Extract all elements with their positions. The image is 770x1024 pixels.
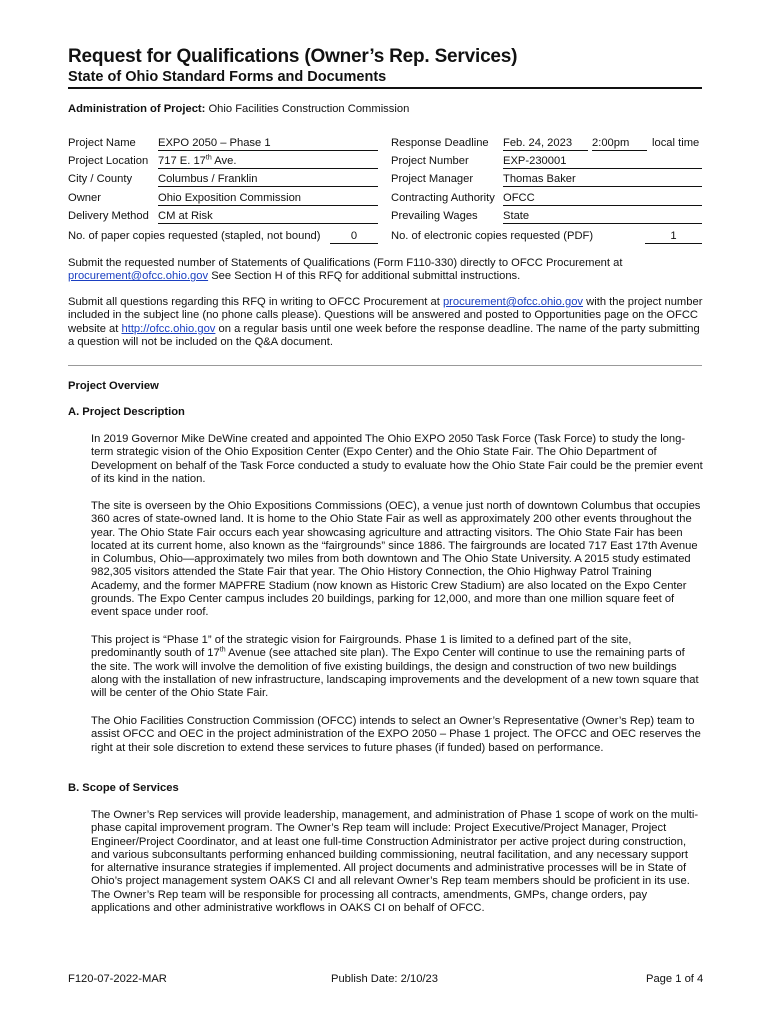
submission-paragraph: Submit the requested number of Statements of Qualifications (Form F110-330) directly to OFCC Procurement at procurement@ofcc.ohio.gov See Section H of this RFQ for additional submittal instructions. — [68, 257, 623, 283]
document-subtitle: State of Ohio Standard Forms and Documents — [68, 69, 387, 85]
electronic-copies-field: 1 — [645, 229, 702, 244]
project-location-label: Project Location — [68, 155, 149, 167]
contracting-authority-field: OFCC — [503, 191, 702, 206]
page-number: Page 1 of 4 — [646, 973, 704, 985]
delivery-method-label: Delivery Method — [68, 210, 149, 222]
project-description-p1: In 2019 Governor Mike DeWine created and appointed The Ohio EXPO 2050 Task Force (Task Force) to study the long-term strategic vision of the Ohio Exposition Center (Expo Center) and the Ohio State Fair. The Ohio Department of Development on behalf of the Task Force conducted a study to evaluate how the Ohio State Fair could be the premier event of its kind in the nation. — [91, 433, 703, 485]
local-time-label: local time — [652, 137, 700, 149]
project-description-p4: The Ohio Facilities Construction Commission (OFCC) intends to select an Owner’s Representative (Owner’s Rep) team to assist OFCC and OEC in the project administration of the EXPO 2050 – Phase 1 project. The OFCC and OEC reserves the right at their sole discretion to extend these services to future phases (if funded) based on performance. — [91, 715, 701, 754]
paper-copies-label: No. of paper copies requested (stapled, not bound) — [68, 230, 321, 242]
project-number-field: EXP-230001 — [503, 154, 702, 169]
electronic-copies-label: No. of electronic copies requested (PDF) — [391, 230, 594, 242]
prevailing-wages-label: Prevailing Wages — [391, 210, 478, 222]
project-name-label: Project Name — [68, 137, 136, 149]
scope-of-services-heading: B. Scope of Services — [68, 782, 179, 794]
administration-label: Administration of Project: — [68, 103, 206, 115]
questions-paragraph: Submit all questions regarding this RFQ in writing to OFCC Procurement at procurement@ofcc.ohio.gov with the project number included in the subject line (no phone calls please). Questions will be answered and posted to Opportunities page on the OFCC website at http://ofcc.ohio.gov on a regular basis until one week before the response deadline. The name of the party submitting a question will not be included on the Q&A document. — [68, 296, 703, 348]
section-divider — [68, 365, 702, 366]
project-description-p2: The site is overseen by the Ohio Expositions Commissions (OEC), a venue just north of downtown Columbus that occupies 360 acres of state-owned land. It is home to the Ohio State Fair as well as approximately 200 other events throughout the year. The Ohio State Fair occurs each year showcasing agriculture and attracting visitors. The Ohio State Fair has been located at its current home, also known as the “fairgrounds” since 1886. The fairgrounds are located 717 East 17th Avenue in Columbus, Ohio—approximately two miles from both downtown and The Ohio State University. A 2015 study estimated 982,305 visitors attended the State Fair that year. The Ohio History Connection, the Ohio Highway Patrol Training Academy, and the former MAPFRE Stadium (now known as Historic Crew Stadium) are also located on the Expo Center grounds. The Expo Center campus includes 20 buildings, parking for 12,000, and more than one million square feet of event space under roof. — [91, 500, 701, 619]
ofcc-website-link[interactable]: http://ofcc.ohio.gov — [121, 322, 216, 335]
project-manager-field: Thomas Baker — [503, 172, 702, 187]
project-description-p3: This project is “Phase 1” of the strategic vision for Fairgrounds. Phase 1 is limited to a defined part of the site, predominantly south of 17th Avenue (see attached site plan). The Expo Center will continue to use the remaining parts of the site. The work will involve the demolition of five existing buildings, the design and construction of two new buildings along with the installation of new infrastructure, landscaping improvements and the development of a new town square that will be center of the Ohio State Fair. — [91, 634, 699, 700]
owner-label: Owner — [68, 192, 101, 204]
header-rule — [68, 87, 702, 89]
procurement-email-link-1[interactable]: procurement@ofcc.ohio.gov — [68, 270, 209, 283]
scope-of-services-p1: The Owner’s Rep services will provide leadership, management, and administration of Phase 1 scope of work on the multi-phase capital improvement program. The Owner’s Rep team will include: Project Executive/Project Manager, Project Engineer/Project Coordinator, and at least one full-time Construction Administrator per active project during construction, and various subconsultants performing enhanced building commissioning, neutral facilitation, and any necessary support for alternative insurance strategies if implemented. All project documents and administrative processes will be in State of Ohio’s project management system OAKS CI and all relevant Owner’s Rep team members should be proficient in its use. The Owner’s Rep team will be responsible for processing all contracts, amendments, GMPs, change orders, pay applications and other administrative workflows in OAKS CI on behalf of OFCC. — [91, 809, 699, 915]
city-county-field: Columbus / Franklin — [158, 172, 378, 187]
prevailing-wages-field: State — [503, 209, 702, 224]
owner-field: Ohio Exposition Commission — [158, 191, 378, 206]
procurement-email-link-2[interactable]: procurement@ofcc.ohio.gov — [442, 296, 584, 308]
administration-line — [68, 103, 409, 115]
response-deadline-label: Response Deadline — [391, 137, 489, 149]
form-number: F120-07-2022-MAR — [68, 973, 167, 985]
delivery-method-field: CM at Risk — [158, 209, 378, 224]
contracting-authority-label: Contracting Authority — [391, 192, 495, 204]
response-deadline-time-field: 2:00pm — [592, 136, 647, 151]
document-title: Request for Qualifications (Owner’s Rep. Services) — [68, 46, 518, 67]
project-description-heading: A. Project Description — [68, 406, 185, 418]
project-overview-heading: Project Overview — [68, 380, 159, 392]
publish-date: Publish Date: 2/10/23 — [331, 973, 438, 985]
project-location-field: 717 E. 17th Ave. — [158, 154, 378, 169]
administration-value: Ohio Facilities Construction Commission — [208, 103, 410, 115]
project-manager-label: Project Manager — [391, 173, 474, 185]
response-deadline-date-field: Feb. 24, 2023 — [503, 136, 588, 151]
project-name-field: EXPO 2050 – Phase 1 — [158, 136, 378, 151]
paper-copies-field: 0 — [330, 229, 378, 244]
city-county-label: City / County — [68, 173, 133, 185]
project-number-label: Project Number — [391, 155, 469, 167]
